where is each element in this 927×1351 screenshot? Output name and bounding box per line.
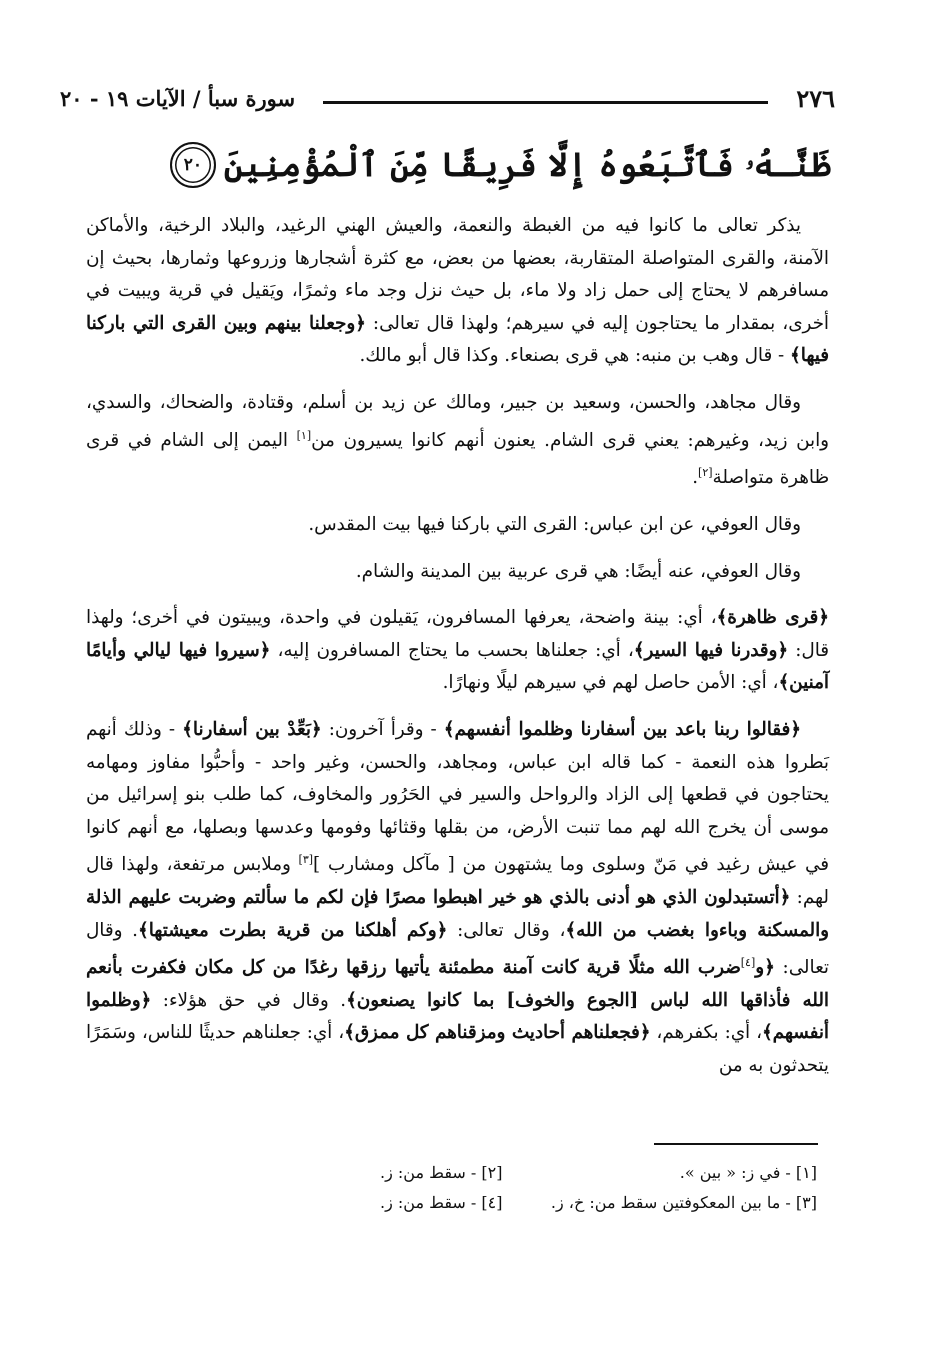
quran-quote: ﴿فقالوا ربنا باعد بين أسفارنا وظلموا أنفسهم﴾ (443, 718, 801, 740)
text-run: وقال العوفي، عنه أيضًا: هي قرى عربية بين المدينة والشام. (355, 560, 801, 582)
text-run: وقال مجاهد، والحسن، وسعيد بن جبير، ومالك عن زيد بن أسلم، وقتادة، والضحاك، والسدي، وابن زيد، وغيرهم: يعني قرى الشام. يعنون أنهم كانوا يسيرون من (86, 391, 829, 451)
quran-quote: ﴿فجعلناهم أحاديث ومزقناهم كل ممزق﴾ (344, 1022, 651, 1044)
text-run: ، أي: جعلناها بحسب ما يحتاج المسافرون إليه، (270, 639, 634, 661)
ayah-number-marker: ٢٠ (170, 142, 216, 188)
footnote: [٢] - سقط من: ز. (380, 1163, 503, 1182)
footnote: [١] - في ز: « بين ». (679, 1163, 817, 1182)
quran-quote: ﴿و (755, 957, 775, 979)
quran-quote: ﴿وكم أهلكنا من قرية بطرت معيشتها﴾ (137, 919, 448, 941)
quran-quote: ﴿أتستبدلون الذي هو أدنى بالذي هو خير اهبطوا مصرًا فإن لكم ما سألتم وضربت عليهم الذلة والمسكنة وباءوا بغضب من الله﴾ (86, 886, 829, 941)
paragraph (86, 714, 829, 1083)
paragraph (86, 210, 829, 373)
quran-quote: ﴿قرى ظاهرة﴾ (716, 607, 829, 629)
text-run: . وقال في حق هؤلاء: (151, 989, 347, 1011)
text-run: - قال وهب بن منبه: هي قرى بصنعاء. وكذا قال أبو مالك. (359, 345, 791, 367)
paragraph (86, 602, 829, 700)
header-rule (323, 101, 768, 104)
footnote: [٤] - سقط من: ز. (380, 1193, 503, 1212)
text-run: اليمن إلى الشام في قرى ظاهرة متواصلة (86, 429, 829, 489)
paragraph (86, 387, 829, 495)
paragraph (86, 509, 829, 542)
quran-quote: ﴿وقدرنا فيها السير﴾ (633, 639, 789, 661)
text-run: ، وقال تعالى: (447, 919, 566, 941)
text-run: - وذلك أنهم بَطروا هذه النعمة - كما قاله ابن عباس، ومجاهد، والحسن، وغير واحد - وأحبُّوا مفاوز ومهامه يحتاجون في قطعها إلى الزاد والرواحل والسير في الحَرُور والمخاوف، كما طلب بنو إسرائيل من موسى أن يخرج الله لهم مما تنبت الأرض، من بقلها وقثائها وفومها وعدسها وبصلها، مع أنهم كانوا في عيش رغيد في مَنّ وسلوى وما يشتهون من [ مآكل ومشارب ] (86, 718, 829, 876)
quran-quote: ﴿سيروا فيها ليالي وأيامًا آمنين﴾ (86, 639, 829, 694)
footnote-separator (654, 1143, 818, 1145)
running-head: سورة سبأ / الآيات ١٩ - ٢٠ (60, 85, 296, 111)
footnote-ref[interactable]: [١] (296, 428, 312, 442)
footnote-ref[interactable]: [٢] (698, 466, 713, 480)
text-run: وملابس مرتفعة، ولهذا قال لهم: (86, 854, 829, 908)
text-run: يذكر تعالى ما كانوا فيه من الغبطة والنعمة، والعيش الهني الرغيد، والبلاد الرخية، والأماكن الآمنة، والقرى المتواصلة المتقاربة، بعضها من بعض، مع كثرة أشجارها وزروعها وثمارها، بحيث إن مسافرهم لا يحتاج إلى حمل زاد ولا ماء، بل حيث نزل وجد ماء وثمرًا، ويَقيل في قرية ويبيت في أخرى، بمقدار ما يحتاجون إليه في سيرهم؛ ولهذا قال تعالى: (86, 215, 829, 334)
text-run: . (692, 467, 699, 489)
quran-quote: ﴿بَعِّدْ بين أسفارنا﴾ (182, 718, 322, 740)
text-run: . وقال تعالى: (86, 919, 829, 979)
paragraph (86, 556, 829, 589)
footnote-ref[interactable]: [٤] (740, 956, 756, 970)
footnote: [٣] - ما بين المعكوفتين سقط من: خ، ز. (550, 1193, 817, 1212)
quran-quote: ﴿وجعلنا بينهم وبين القرى التي باركنا فيها﴾ (86, 312, 829, 367)
text-run: وقال العوفي، عن ابن عباس: القرى التي باركنا فيها بيت المقدس. (308, 513, 801, 535)
page-header (60, 78, 835, 118)
text-run: ، أي: بينة واضحة، يعرفها المسافرون، يَقيلون في واحدة، ويبيتون في أخرى؛ ولهذا قال: (86, 607, 829, 661)
text-run: - وقرأ آخرون: (321, 718, 444, 740)
quran-verse (60, 140, 831, 190)
quran-quote: ﴿وظلموا أنفسهم﴾ (86, 989, 829, 1044)
quran-quote: ضرب الله مثلًا قرية كانت آمنة مطمئنة يأتيها رزقها رغدًا من كل مكان فكفرت بأنعم الله فأذاقها الله لباس [الجوع والخوف] بما كانوا يصنعون﴾ (86, 957, 829, 1011)
verse-text: ظَنَّـهُۥ فَٱتَّبَعُوهُ إِلَّا فَرِيقًا مِّنَ ٱلْمُؤْمِنِينَ (223, 145, 831, 184)
footnote-ref[interactable]: [٣] (298, 853, 314, 867)
text-run: ، أي: بكفرهم، (650, 1022, 762, 1044)
footnotes (228, 1158, 817, 1218)
commentary-body (86, 210, 829, 1097)
text-run: ، أي: جعلناهم حديثًا للناس، وسَمَرًا يتحدثون به من (86, 1022, 829, 1077)
page-number: ٢٧٦ (796, 83, 835, 113)
text-run: ، أي: الأمن حاصل لهم في سيرهم ليلًا ونهارًا. (442, 672, 779, 694)
